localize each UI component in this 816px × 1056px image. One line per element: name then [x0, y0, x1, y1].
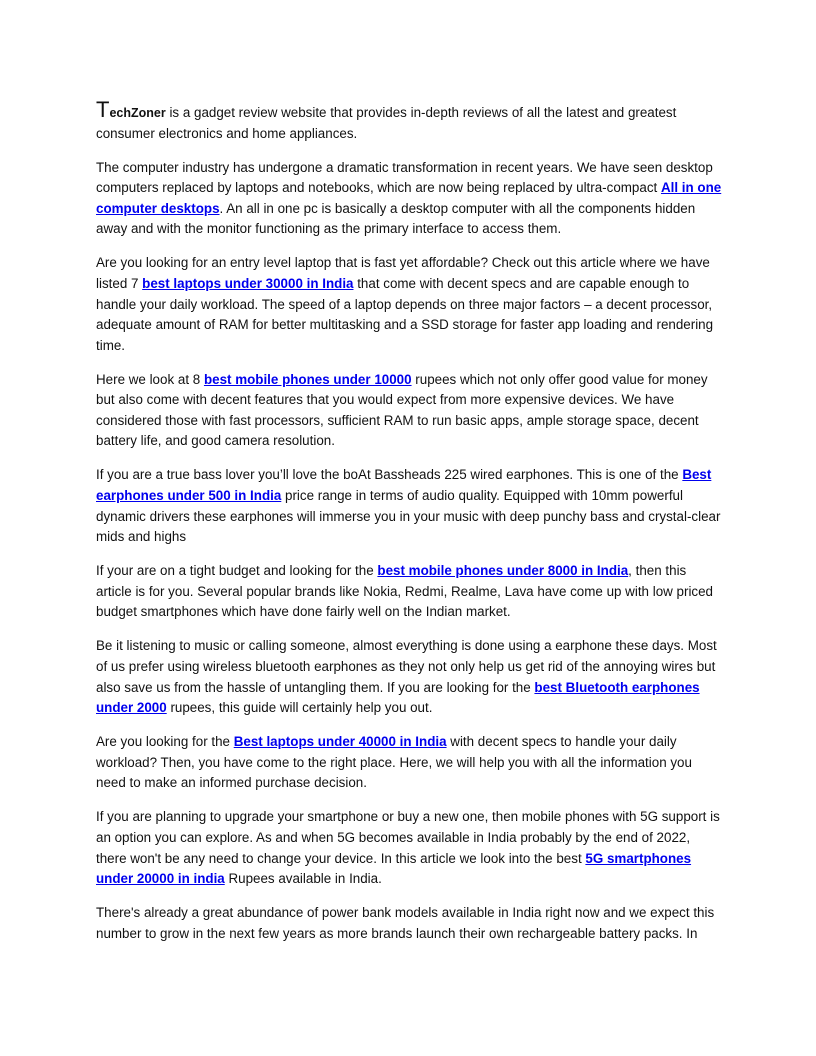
link-earphones-under-500[interactable]: Best earphones under 500 in India [96, 467, 712, 504]
intro-paragraph [96, 97, 722, 144]
link-bluetooth-earphones-under-2000[interactable]: best Bluetooth earphones under 2000 [96, 679, 700, 716]
paragraph-bluetooth-2000: Be it listening to music or calling someone, almost everything is done using a earphone these days. Most of us prefer using wireless bluetooth earphones as they not only help us get rid of the annoying wires but also save us from the hassle of untangling them. If you are looking for the best Bluetooth earphones under 2000 rupees, this guide will certainly help you out. [96, 638, 717, 716]
link-phones-under-8000[interactable]: best mobile phones under 8000 in India [377, 563, 629, 579]
paragraph-phones-10000: Here we look at 8 best mobile phones under 10000 rupees which not only offer good value for money but also come with decent features that you would expect from more expensive devices. We have considered those with fast processors, sufficient RAM to run basic apps, ample storage space, decent battery life, and good camera resolution. [96, 371, 708, 449]
brand-initial: T [96, 97, 110, 122]
paragraph-laptops-40000: Are you looking for the Best laptops under 40000 in India with decent specs to handle your daily workload? Then, you have come to the right place. Here, we will help you with all the information you need to make an informed purchase decision. [96, 734, 692, 791]
paragraph-phones-8000: If your are on a tight budget and looking for the best mobile phones under 8000 in India, then this article is for you. Several popular brands like Nokia, Redmi, Realme, Lava have come up with low priced budget smartphones which have done fairly well on the Indian market. [96, 563, 714, 620]
paragraph-laptops-30000: Are you looking for an entry level laptop that is fast yet affordable? Check out this article where we have listed 7 best laptops under 30000 in India that come with decent specs and are capable enough to handle your daily workload. The speed of a laptop depends on three major factors – a decent processor, adequate amount of RAM for better multitasking and a SSD storage for faster app loading and rendering time. [96, 255, 714, 353]
paragraph-all-in-one: The computer industry has undergone a dramatic transformation in recent years. We have seen desktop computers replaced by laptops and notebooks, which are now being replaced by ultra-compact All in one computer desktops. An all in one pc is basically a desktop computer with all the components hidden away and with the monitor functioning as the primary interface to access them. [96, 159, 722, 237]
document-page [96, 97, 722, 958]
link-laptops-under-40000[interactable]: Best laptops under 40000 in India [233, 734, 447, 750]
link-all-in-one-desktops[interactable]: All in one computer desktops [96, 180, 722, 216]
brand-name-rest: echZoner [109, 106, 166, 120]
paragraph-5g-20000: If you are planning to upgrade your smartphone or buy a new one, then mobile phones with 5G support is an option you can explore. As and when 5G becomes available in India probably by the end of 2022, there won't be any need to change your device. In this article we look into the best 5G smartphones under 20000 in india Rupees available in India. [96, 809, 720, 887]
link-laptops-under-30000[interactable]: best laptops under 30000 in India [142, 275, 354, 291]
link-phones-under-10000[interactable]: best mobile phones under 10000 [203, 371, 412, 387]
intro-text: is a gadget review website that provides in-depth reviews of all the latest and greatest consumer electronics and home appliances. [96, 105, 677, 141]
paragraph-power-bank: There's already a great abundance of power bank models available in India right now and we expect this number to grow in the next few years as more brands launch their own rechargeable battery packs. In [96, 905, 715, 941]
paragraph-earphones-500: If you are a true bass lover you’ll love the boAt Bassheads 225 wired earphones. This is one of the Best earphones under 500 in India price range in terms of audio quality. Equipped with 10mm powerful dynamic drivers these earphones will immerse you in your music with deep punchy bass and crystal-clear mids and highs [96, 467, 721, 545]
link-5g-smartphones-under-20000[interactable]: 5G smartphones under 20000 in india [96, 850, 692, 887]
